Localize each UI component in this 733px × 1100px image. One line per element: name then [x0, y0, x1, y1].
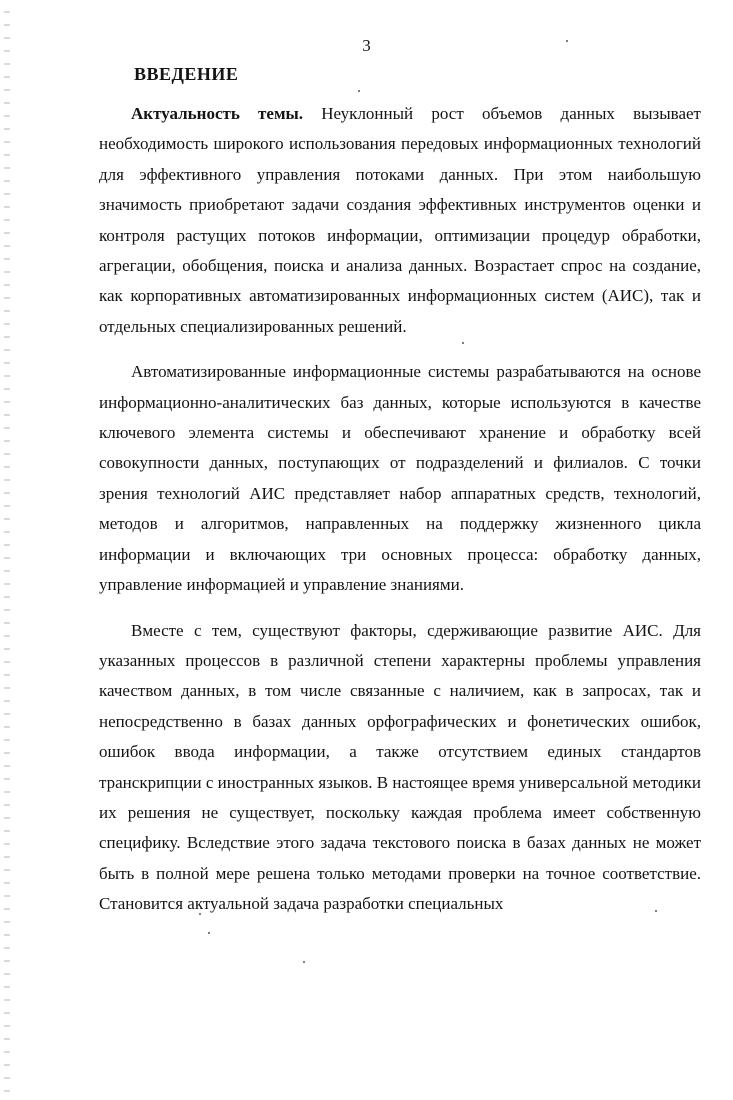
body-text — [99, 99, 701, 935]
paragraph-text: Автоматизированные информационные системы разрабатываются на основе информационно-аналитических баз данных, которые используются в качестве ключевого элемента системы и обеспечивают хранение и обработку всей совокупности данных, поступающих от подразделений и филиалов. С точки зрения технологий АИС представляет набор аппаратных средств, технологий, методов и алгоритмов, направленных на поддержку жизненного цикла информации и включающих три основных процесса: обработку данных, управление информацией и управление знаниями. — [99, 362, 701, 595]
section-heading: ВВЕДЕНИЕ — [134, 64, 239, 84]
scan-speck — [199, 913, 201, 915]
paragraph-3 — [99, 616, 701, 920]
paragraph-2 — [99, 357, 701, 600]
scan-edge-artifact — [4, 0, 10, 1100]
scan-speck — [303, 961, 305, 963]
paragraph-text: Вместе с тем, существуют факторы, сдерживающие развитие АИС. Для указанных процессов в различной степени характерны проблемы управления качеством данных, в том числе связанные с наличием, как в запросах, так и непосредственно в базах данных орфографических и фонетических ошибок, ошибок ввода информации, а также отсутствием единых стандартов транскрипции с иностранных языков. В настоящее время универсальной методики их решения не существует, поскольку каждая проблема имеет собственную специфику. Вследствие этого задача текстового поиска в базах данных не может быть в полной мере решена только методами проверки на точное соответствие. Становится актуальной задача разработки специальных — [99, 620, 701, 914]
page-number: 3 — [362, 36, 371, 55]
paragraph-lead: Актуальность темы. — [131, 104, 304, 123]
scan-speck — [655, 910, 657, 912]
scan-speck — [208, 932, 210, 934]
scan-speck — [566, 40, 568, 42]
scan-speck — [462, 342, 464, 344]
paragraph-text: Неуклонный рост объемов данных вызывает необходимость широкого использования передовых информационных технологий для эффективного управления потоками данных. При этом наибольшую значимость приобретают задачи создания эффективных инструментов оценки и контроля растущих потоков информации, оптимизации процедур обработки, агрегации, обобщения, поиска и анализа данных. Возрастает спрос на создание, как корпоративных автоматизированных информационных систем (АИС), так и отдельных специализированных решений. — [99, 104, 701, 336]
paragraph-1 — [99, 99, 701, 342]
scan-speck — [358, 90, 360, 92]
